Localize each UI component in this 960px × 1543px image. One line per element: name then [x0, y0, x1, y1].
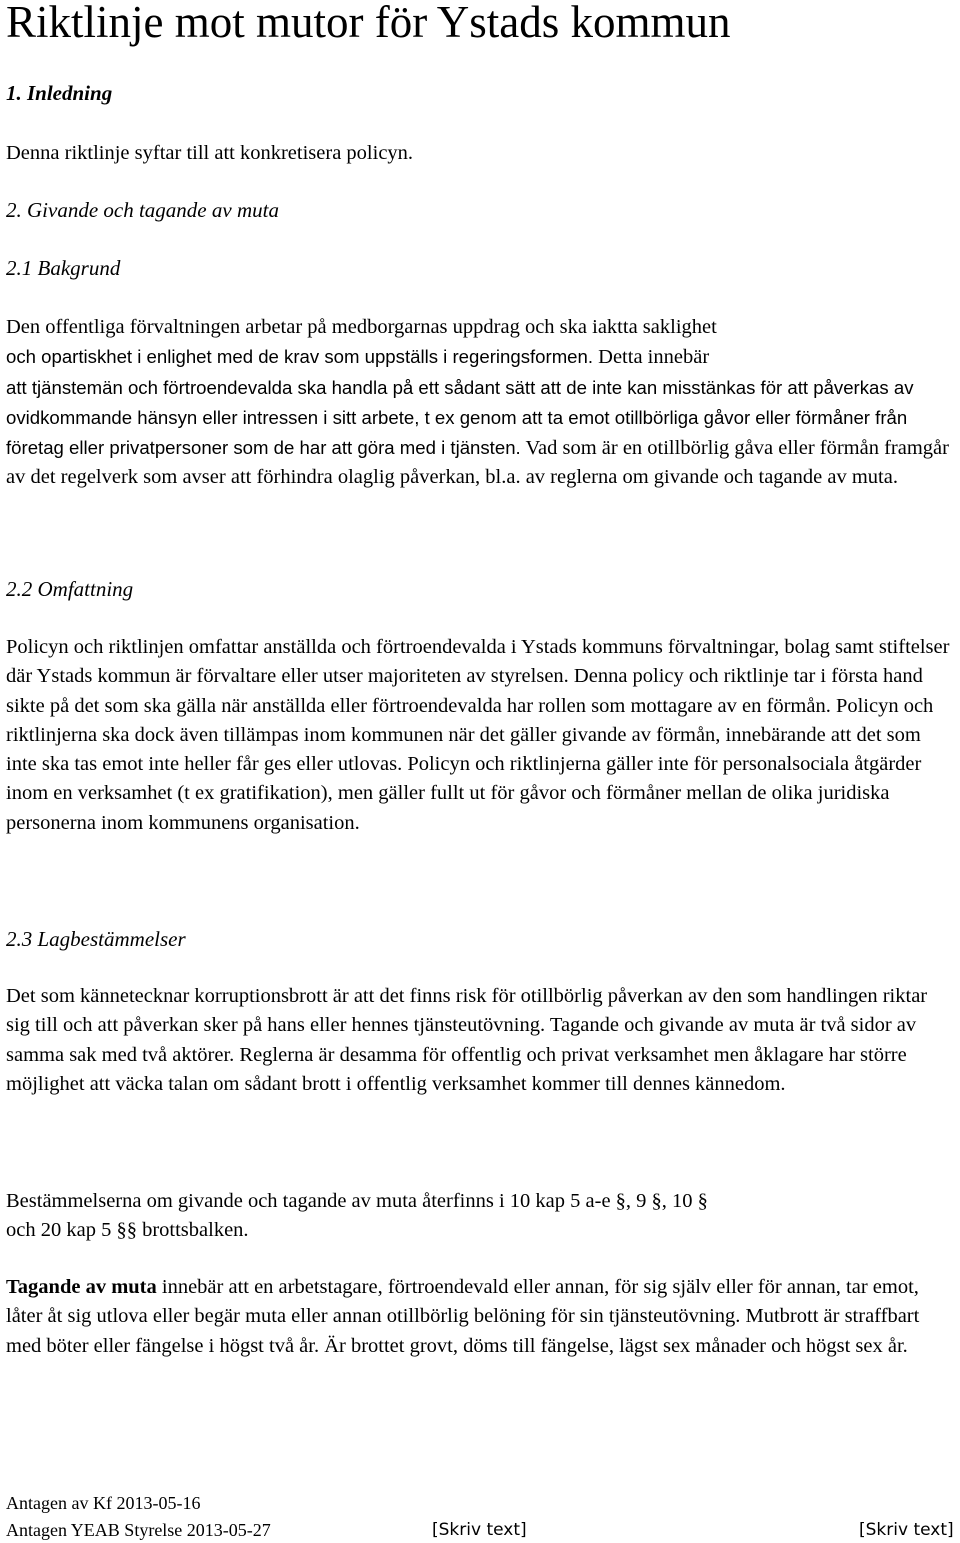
section-2-3-text-2	[6, 1187, 954, 1246]
footer-placeholder-center[interactable]: [Skriv text]	[432, 1520, 527, 1540]
section-2-1-line-2-serif: Detta innebär	[593, 346, 710, 369]
section-1-heading: 1. Inledning	[6, 81, 113, 105]
footer-adopted-yeab: Antagen YEAB Styrelse 2013-05-27	[6, 1520, 271, 1540]
tagande-av-muta-term: Tagande av muta	[6, 1276, 157, 1298]
section-2-1-rest	[6, 373, 954, 493]
section-2-2-heading: 2.2 Omfattning	[6, 577, 134, 601]
footer-adopted-kf: Antagen av Kf 2013-05-16	[6, 1493, 201, 1513]
section-2-3-text-2-line-1: Bestämmelserna om givande och tagande av muta återfinns i 10 kap 5 a-e §, 9 §, 10 §	[6, 1190, 708, 1212]
footer-placeholder-right[interactable]: [Skriv text]	[859, 1520, 954, 1540]
section-2-1-rest-sans: att tjänstemän och förtroendevalda ska handla på ett sådant sätt att de inte kan misstänkas för att påverkas av ovidkommande hänsyn eller intressen i sitt arbete, t ex genom att ta emot otillbörliga gåvor eller förmåner från företag eller privatpersoner som de har att göra med i tjänsten.	[6, 376, 914, 459]
section-2-heading: 2. Givande och tagande av muta	[6, 198, 279, 222]
section-2-3-text-3-body: innebär att en arbetstagare, förtroendevald eller annan, för sig själv eller för annan, tar emot, låter åt sig utlova eller begär muta eller annan otillbörlig belöning för sin tjänsteutövning. Mutbrott är straffbart med böter eller fängelse i högst två år. Är brottet grovt, döms till fängelse, lägst sex månader och högst sex år.	[6, 1276, 920, 1357]
section-2-3-text-3	[6, 1273, 954, 1361]
section-2-1-line-2-sans: och opartiskhet i enlighet med de krav som uppställs i regeringsformen.	[6, 346, 594, 368]
section-2-3-heading: 2.3 Lagbestämmelser	[6, 927, 186, 951]
section-2-1-heading: 2.1 Bakgrund	[6, 256, 121, 280]
section-2-1-line-1: Den offentliga förvaltningen arbetar på medborgarnas uppdrag och ska iaktta saklighet	[6, 316, 717, 338]
section-2-1-rest-serif: Vad som är en otillbörlig gåva eller förmån framgår av det regelverk som avser att förhindra olaglig påverkan, bl.a. av reglerna om givande och tagande av muta.	[6, 437, 949, 489]
section-2-1-line-2	[6, 342, 954, 372]
section-2-1-paragraph	[6, 313, 954, 493]
document-title: Riktlinje mot mutor för Ystads kommun	[6, 0, 731, 47]
section-2-3-text-2-line-2: och 20 kap 5 §§ brottsbalken.	[6, 1219, 249, 1242]
section-2-2-text: Policyn och riktlinjen omfattar anställda och förtroendevalda i Ystads kommuns förvaltningar, bolag samt stiftelser där Ystads kommun är förvaltare eller utser majoriteten av styrelsen. Denna policy och riktlinje tar i första hand sikte på det som ska gälla när anställda eller förtroendevalda har rollen som mottagare av en förmån. Policyn och riktlinjerna ska dock även tillämpas inom kommunen när det gäller givande av förmån, innebärande att det som inte ska tas emot inte heller får ges eller utlovas. Policyn och riktlinjerna gäller inte för personalsociala åtgärder inom en verksamhet (t ex gratifikation), men gäller fullt ut för gåvor och förmåner mellan de olika juridiska personerna inom kommunens organisation.	[6, 636, 950, 834]
section-1-text: Denna riktlinje syftar till att konkretisera policyn.	[6, 142, 414, 164]
section-2-3-text-1: Det som kännetecknar korruptionsbrott är att det finns risk för otillbörlig påverkan av den som handlingen riktar sig till och att påverkan sker på hans eller hennes tjänsteutövning. Tagande och givande av muta är två sidor av samma sak med två aktörer. Reglerna är desamma för offentlig och privat verksamhet men åklagare har större möjlighet att väcka talan om sådant brott i offentlig verksamhet kommer till dennes kännedom.	[6, 985, 928, 1095]
